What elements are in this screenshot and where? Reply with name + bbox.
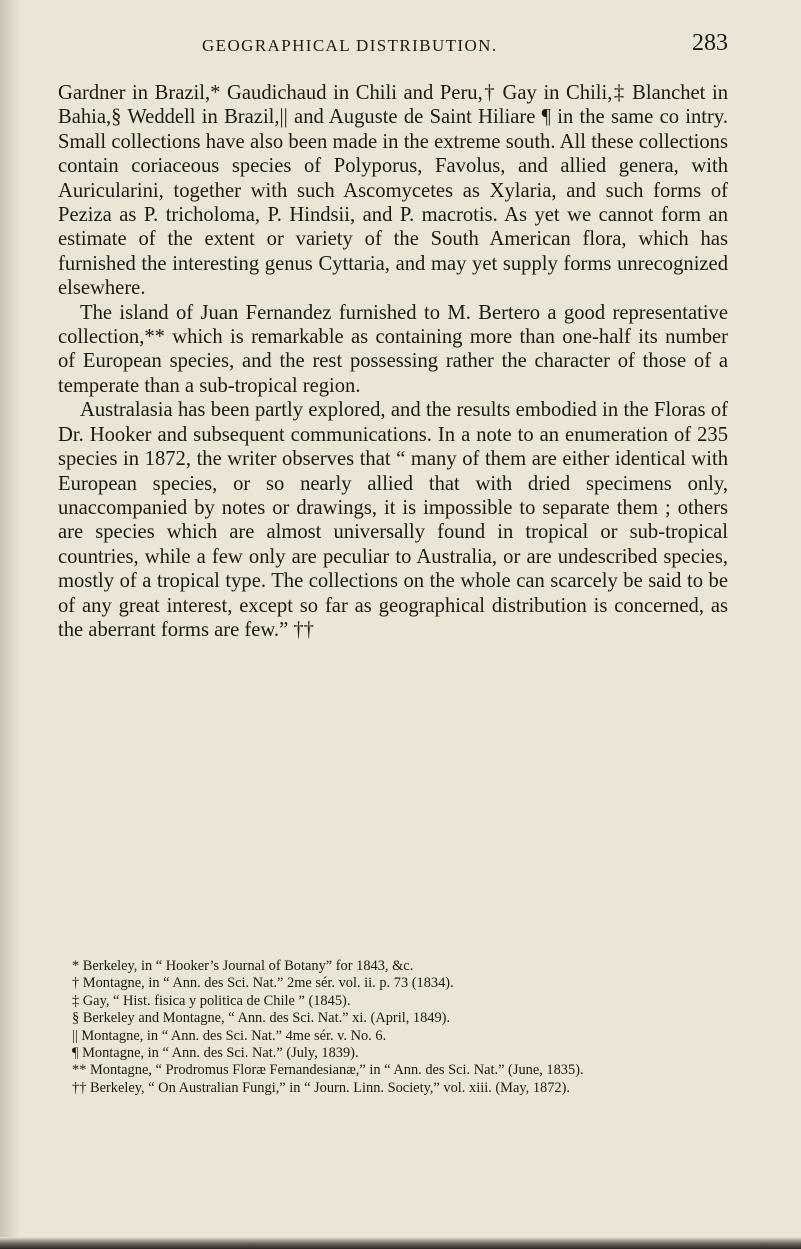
running-head-title: GEOGRAPHICAL DISTRIBUTION. [202, 36, 498, 55]
footnote: || Montagne, in “ Ann. des Sci. Nat.” 4me sér. v. No. 6. [72, 1027, 387, 1044]
page-number: 283 [692, 30, 728, 56]
footnote: ¶ Montagne, in “ Ann. des Sci. Nat.” (July, 1839). [72, 1045, 359, 1062]
paragraph: Australasia has been partly explored, and the results embodied in the Floras of Dr. Hooker and subsequent communications. In a note to an enumeration of 235 species in 1872, the writer observes that “ many of them are either identical with European species, or so nearly allied that with dried specimens only, unaccompanied by notes or drawings, it is impossible to separate them ; others are species which are almost universally found in tropical or sub-tropical countries, while a few only are peculiar to Australia, or are undescribed species, mostly of a tropical type. The collections on the whole can scarcely be said to be of any great interest, except so far as geographical distribution is concerned, as the aberrant forms are few.” †† [58, 399, 728, 641]
footnote: † Montagne, in “ Ann. des Sci. Nat.” 2me sér. vol. ii. p. 73 (1834). [72, 975, 454, 992]
footnotes [58, 958, 728, 1097]
footnote: § Berkeley and Montagne, “ Ann. des Sci. Nat.” xi. (April, 1849). [72, 1010, 451, 1027]
body-text [58, 81, 728, 642]
footnote: ‡ Gay, “ Hist. fisica y politica de Chile ” (1845). [72, 992, 351, 1009]
footnote: †† Berkeley, “ On Australian Fungi,” in “ Journ. Linn. Society,” vol. xiii. (May, 1872). [72, 1079, 570, 1096]
paragraph: The island of Juan Fernandez furnished to M. Bertero a good representative collection,** which is remarkable as containing more than one-half its number of European species, and the rest possessing rather the character of those of a temperate than a sub-tropical region. [58, 301, 728, 397]
book-binding-shadow [0, 0, 20, 1249]
page-bottom-edge [0, 1237, 801, 1249]
footnote: ** Montagne, “ Prodromus Floræ Fernandesianæ,” in “ Ann. des Sci. Nat.” (June, 1835). [72, 1062, 584, 1079]
running-head [58, 30, 728, 60]
footnote: * Berkeley, in “ Hooker’s Journal of Botany” for 1843, &c. [72, 958, 414, 974]
paragraph: Gardner in Brazil,* Gaudichaud in Chili and Peru,† Gay in Chili,‡ Blanchet in Bahia,§ Weddell in Brazil,|| and Auguste de Saint Hiliare ¶ in the same co intry. Small collections have also been made in the extreme south. All these collections contain coriaceous species of Polyporus, Favolus, and allied genera, with Auricularini, together with such Ascomycetes as Xylaria, and such forms of Peziza as P. tricholoma, P. Hindsii, and P. macrotis. As yet we cannot form an estimate of the extent or variety of the South American flora, which has furnished the interesting genus Cyttaria, and may yet supply forms unrecognized elsewhere. [58, 82, 728, 300]
